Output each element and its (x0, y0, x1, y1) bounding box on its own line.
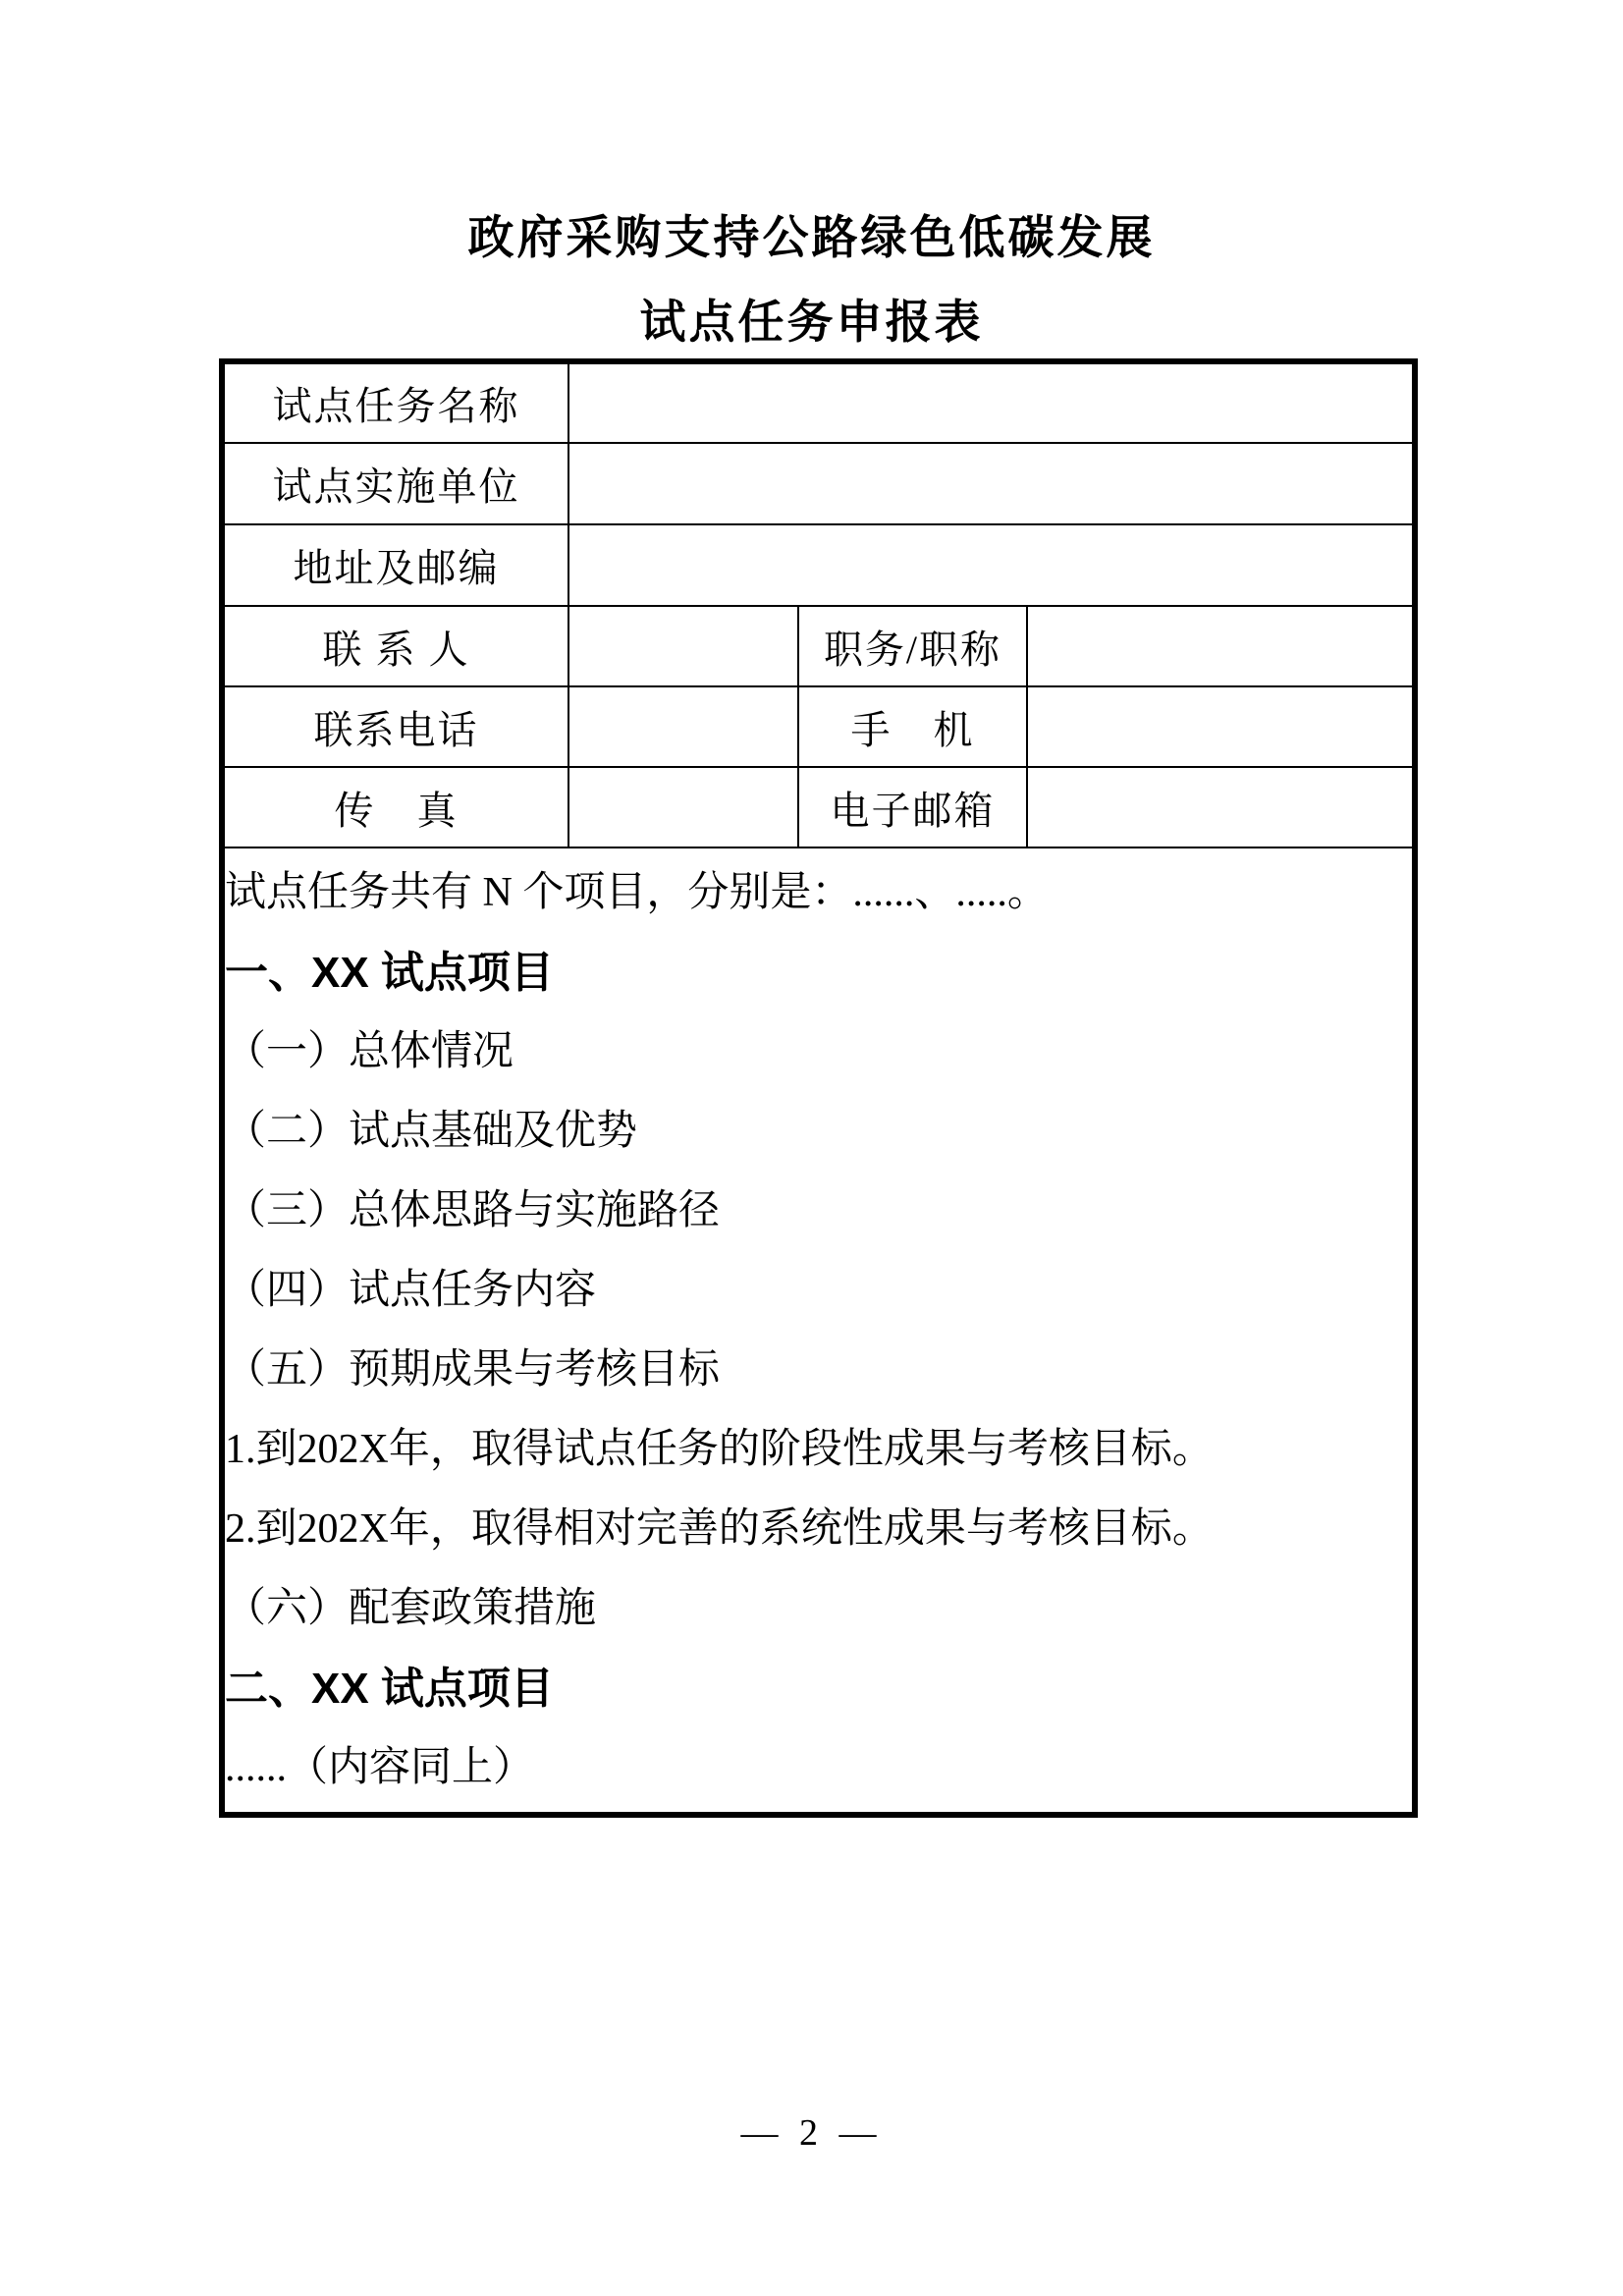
email-label: 电子邮箱 (798, 767, 1027, 847)
implementing-unit-label: 试点实施单位 (222, 443, 568, 524)
content-line-sub-2: （二）试点基础及优势 (225, 1108, 638, 1154)
document-title-line1: 政府采购支持公路绿色低碳发展 (467, 211, 1156, 263)
implementing-unit-value (568, 443, 1415, 524)
content-line-sub-6: （六）配套政策措施 (225, 1585, 597, 1631)
content-line-goal-1: 1.到202X年，取得试点任务的阶段性成果与考核目标。 (225, 1426, 1214, 1472)
mobile-value (1027, 686, 1415, 767)
field-row-pilot-task-name (222, 361, 1415, 443)
contact-phone-value (568, 686, 798, 767)
page-number: — 2 — (740, 2112, 883, 2154)
contact-phone-label: 联系电话 (222, 686, 568, 767)
contact-person-label: 联 系 人 (222, 606, 568, 686)
position-title-label: 职务/职称 (798, 606, 1027, 686)
field-row-address-postcode (222, 524, 1415, 606)
content-line-sub-4: （四）试点任务内容 (225, 1267, 597, 1313)
content-line-ditto: ......（内容同上） (225, 1744, 535, 1790)
content-line-intro: 试点任务共有 N 个项目，分别是：......、.....。 (225, 869, 1049, 915)
content-line-sub-5: （五）预期成果与考核目标 (225, 1346, 721, 1393)
pilot-task-name-value (568, 361, 1415, 443)
fax-label: 传 真 (222, 767, 568, 847)
field-row-implementing-unit (222, 443, 1415, 524)
mobile-label: 手 机 (798, 686, 1027, 767)
content-cell (222, 847, 1415, 1815)
pilot-task-name-label: 试点任务名称 (222, 361, 568, 443)
contact-person-value (568, 606, 798, 686)
content-line-sub-3: （三）总体思路与实施路径 (225, 1187, 721, 1233)
content-line-sub-1: （一）总体情况 (225, 1028, 514, 1074)
content-row (222, 847, 1415, 1815)
email-value (1027, 767, 1415, 847)
content-line-goal-2: 2.到202X年，取得相对完善的系统性成果与考核目标。 (225, 1505, 1214, 1552)
address-postcode-value (568, 524, 1415, 606)
application-form-table (219, 358, 1418, 1818)
position-title-value (1027, 606, 1415, 686)
field-row-contact-person (222, 606, 1415, 686)
field-row-contact-phone (222, 686, 1415, 767)
content-line-section-2: 二、XX 试点项目 (225, 1664, 554, 1713)
fax-value (568, 767, 798, 847)
content-line-section-1: 一、XX 试点项目 (225, 948, 554, 997)
address-postcode-label: 地址及邮编 (222, 524, 568, 606)
field-row-fax (222, 767, 1415, 847)
document-title-line2: 试点任务申报表 (639, 296, 984, 348)
